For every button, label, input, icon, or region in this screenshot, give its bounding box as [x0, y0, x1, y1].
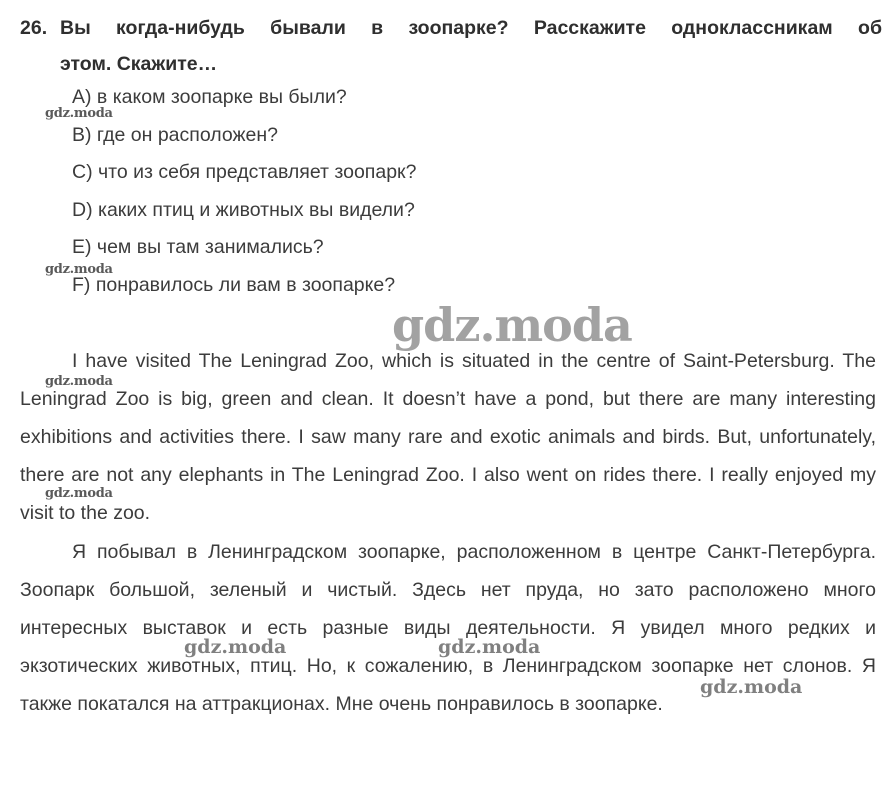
- watermark-small: gdz.moda: [700, 676, 803, 698]
- question-b: B) где он расположен?: [72, 124, 278, 146]
- question-a: A) в каком зоопарке вы были?: [72, 86, 347, 108]
- watermark-small: gdz.moda: [45, 262, 113, 277]
- task-number: 26.: [20, 17, 48, 39]
- task-title-line1: Вы когда-нибудь бывали в зоопарке? Расскажите одноклассникам об: [60, 17, 882, 39]
- watermark-small: gdz.moda: [45, 374, 113, 389]
- task-heading-line1: [20, 10, 882, 46]
- watermark-small: gdz.moda: [45, 106, 113, 121]
- watermark-small: gdz.moda: [438, 636, 541, 658]
- answer-russian-text: Я побывал в Ленинградском зоопарке, расположенном в центре Санкт-Петербурга. Зоопарк большой, зеленый и чистый. Здесь нет пруда, но зато расположено много интересных выставок и есть разные виды деятельности. Я увидел много редких и экзотических животных, птиц. Но, к сожалению, в Ленинградском зоопарке нет слонов. Я также покатался на аттракционах. Мне очень понравилось в зоопарке.: [20, 541, 876, 715]
- task-heading: [20, 10, 882, 82]
- task-title-line2: этом. Скажите…: [60, 53, 218, 75]
- watermark-large: gdz.moda: [392, 298, 632, 352]
- answer-english-text: I have visited The Leningrad Zoo, which is situated in the centre of Saint-Petersburg. The Leningrad Zoo is big, green and clean. It doesn’t have a pond, but there are many interesting exhibitions and activities there. I saw many rare and exotic animals and birds. But, unfortunately, there are not any elephants in The Leningrad Zoo. I also went on rides there. I really enjoyed my visit to the zoo.: [20, 350, 876, 524]
- question-e: E) чем вы там занимались?: [72, 236, 324, 258]
- answer-english: [20, 342, 876, 532]
- watermark-small: gdz.moda: [184, 636, 287, 658]
- question-d: D) каких птиц и животных вы видели?: [72, 199, 415, 221]
- question-c: C) что из себя представляет зоопарк?: [72, 161, 417, 183]
- watermark-small: gdz.moda: [45, 486, 113, 501]
- question-f: F) понравилось ли вам в зоопарке?: [72, 274, 396, 296]
